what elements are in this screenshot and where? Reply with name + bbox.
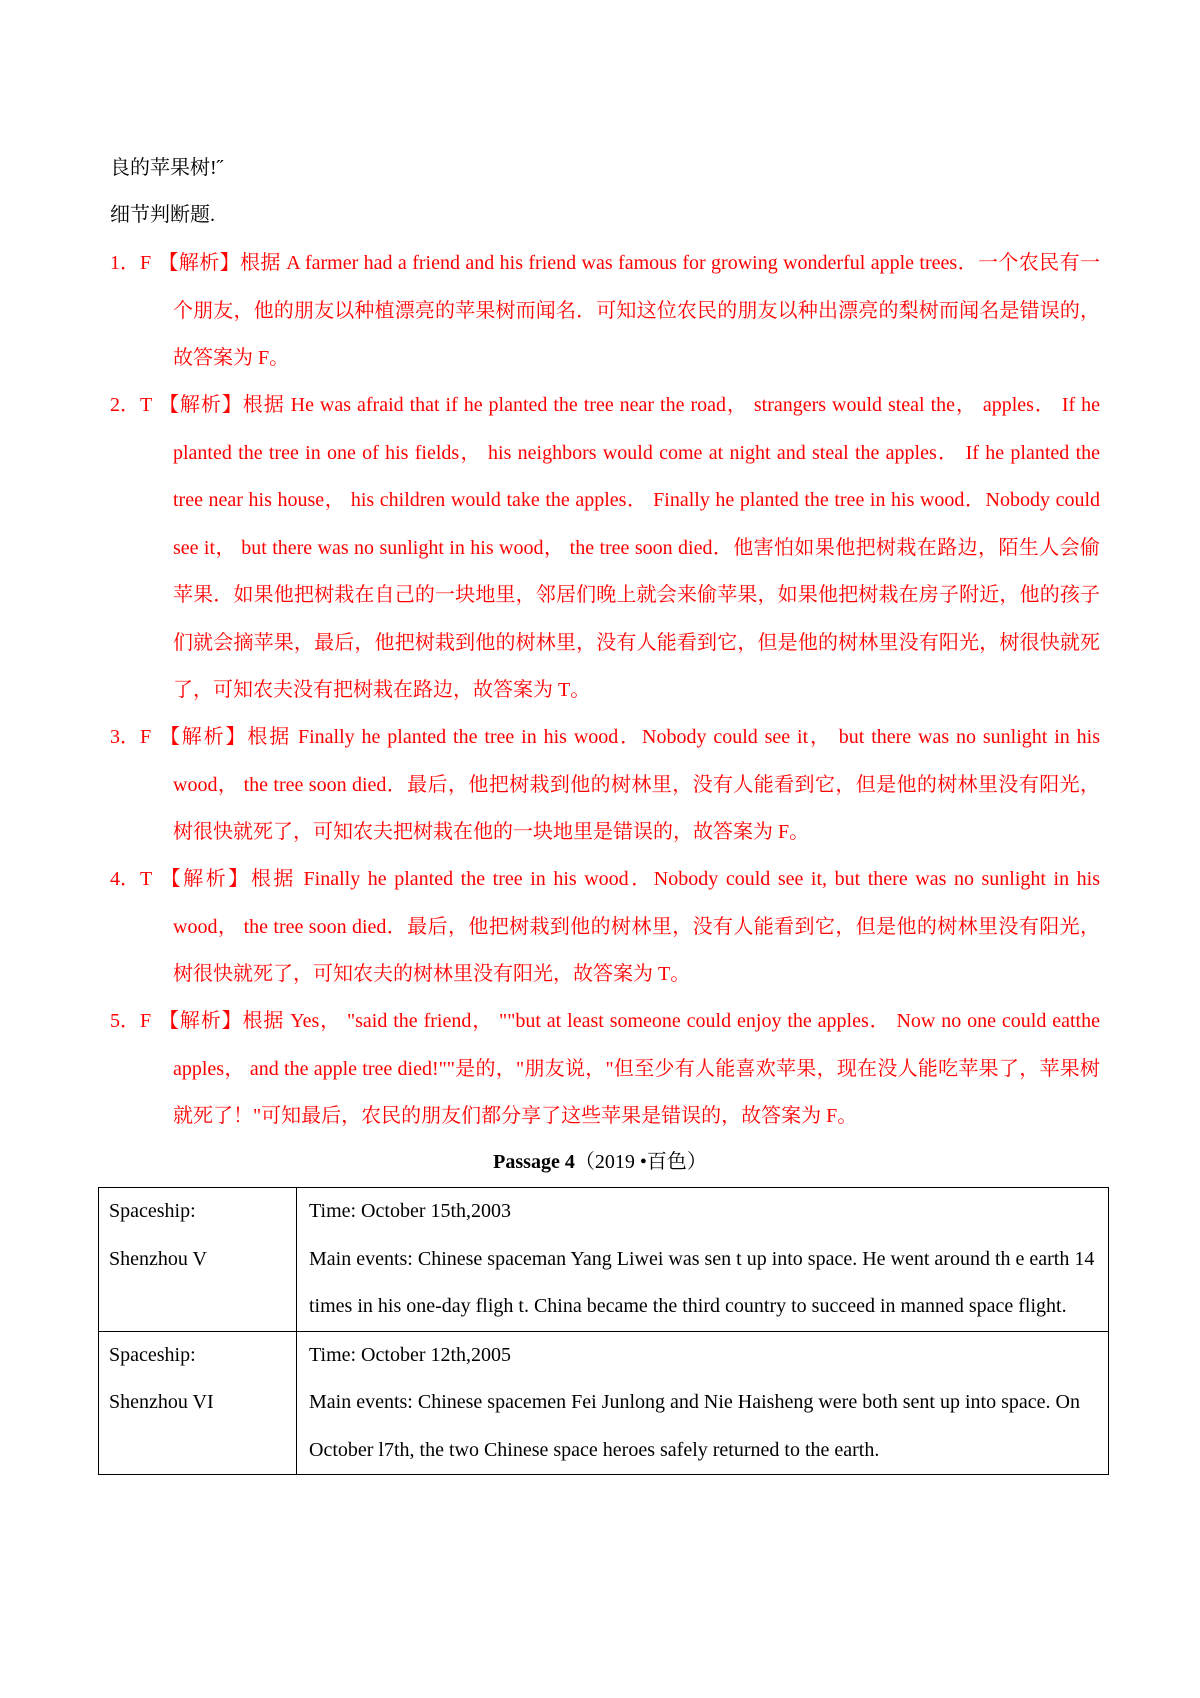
spaceship-name: Shenzhou V <box>109 1247 207 1270</box>
intro-line-1: 良的苹果树!˝ <box>110 157 224 179</box>
spaceship-name: Shenzhou VI <box>109 1391 214 1413</box>
answer-item-4 <box>110 856 1100 999</box>
event-time: Time: October 15th,2003 <box>309 1200 512 1222</box>
spaceship-table <box>98 1187 1109 1475</box>
spaceship-label: Spaceship: <box>109 1200 196 1222</box>
event-cell <box>297 1331 1109 1475</box>
answer-number: 3．F <box>110 726 152 748</box>
event-description: Main events: Chinese spaceman Yang Liwei was sen t up into space. He went around th e earth 14 times in his one-day fligh t. China became the third country to succeed in manned space flight. <box>309 1247 1095 1317</box>
event-description: Main events: Chinese spacemen Fei Junlong and Nie Haisheng were both sent up into space. On October l7th, the two Chinese space heroes safely returned to the earth. <box>309 1391 1080 1461</box>
answer-explanation: 【解析】根据 A farmer had a friend and his friend was famous for growing wonderful apple trees．一个农民有一个朋友，他的朋友以种植漂亮的苹果树而闻名．可知这位农民的朋友以种出漂亮的梨树而闻名是错误的，故答案为 F。 <box>158 252 1100 369</box>
passage-heading <box>0 1148 1200 1176</box>
intro-line-2: 细节判断题. <box>110 204 215 226</box>
answer-number: 1．F <box>110 252 152 274</box>
event-time: Time: October 12th,2005 <box>309 1343 512 1366</box>
table-row <box>99 1331 1109 1475</box>
passage-title: Passage 4 <box>493 1151 575 1173</box>
passage-source: （2019 •百色） <box>574 1151 707 1173</box>
answer-number: 5．F <box>110 1010 152 1032</box>
spaceship-label: Spaceship: <box>109 1343 196 1366</box>
answer-item-3 <box>110 714 1100 857</box>
answer-explanation: 【解析】根据 Yes， "said the friend， ""but at least someone could enjoy the apples． Now no one could eatthe apples， and the apple tree died!""是的，"朋友说，"但至少有人能喜欢苹果，现在没人能吃苹果了，苹果树就死了！"可知最后，农民的朋友们都分享了这些苹果是错误的，故答案为 F。 <box>158 1010 1100 1127</box>
answer-explanation: 【解析】根据 Finally he planted the tree in his wood．Nobody could see it, but there was no sunlight in his wood， the tree soon died．最后，他把树栽到他的树林里，没有人能看到它，但是他的树林里没有阳光，树很快就死了，可知农夫的树林里没有阳光，故答案为 T。 <box>158 868 1100 985</box>
table-row <box>99 1188 1109 1332</box>
answer-number: 4．T <box>110 868 153 890</box>
answer-item-5 <box>110 998 1100 1141</box>
answer-number: 2．T <box>110 394 153 416</box>
answer-explanation: 【解析】根据 He was afraid that if he planted the tree near the road， strangers would steal the， apples． If he planted the tree in one of his fields， his neighbors would come at night and steal the apples． If he planted the tree near his house， his children would take the apples． Finally he planted the tree in his wood．Nobody could see it， but there was no sunlight in his wood， the tree soon died．他害怕如果他把树栽在路边，陌生人会偷苹果．如果他把树栽在自己的一块地里，邻居们晚上就会来偷苹果，如果他把树栽在房子附近，他的孩子们就会摘苹果，最后，他把树栽到他的树林里，没有人能看到它，但是他的树林里没有阳光，树很快就死了，可知农夫没有把树栽在路边，故答案为 T。 <box>158 394 1100 701</box>
answer-explanation: 【解析】根据 Finally he planted the tree in his wood．Nobody could see it， but there was no sunlight in his wood， the tree soon died．最后，他把树栽到他的树林里，没有人能看到它，但是他的树林里没有阳光，树很快就死了，可知农夫把树栽在他的一块地里是错误的，故答案为 F。 <box>158 726 1100 843</box>
event-cell <box>297 1188 1109 1332</box>
spaceship-cell <box>99 1188 297 1332</box>
answer-item-2 <box>110 382 1100 715</box>
answer-item-1 <box>110 240 1100 383</box>
spaceship-cell <box>99 1331 297 1475</box>
